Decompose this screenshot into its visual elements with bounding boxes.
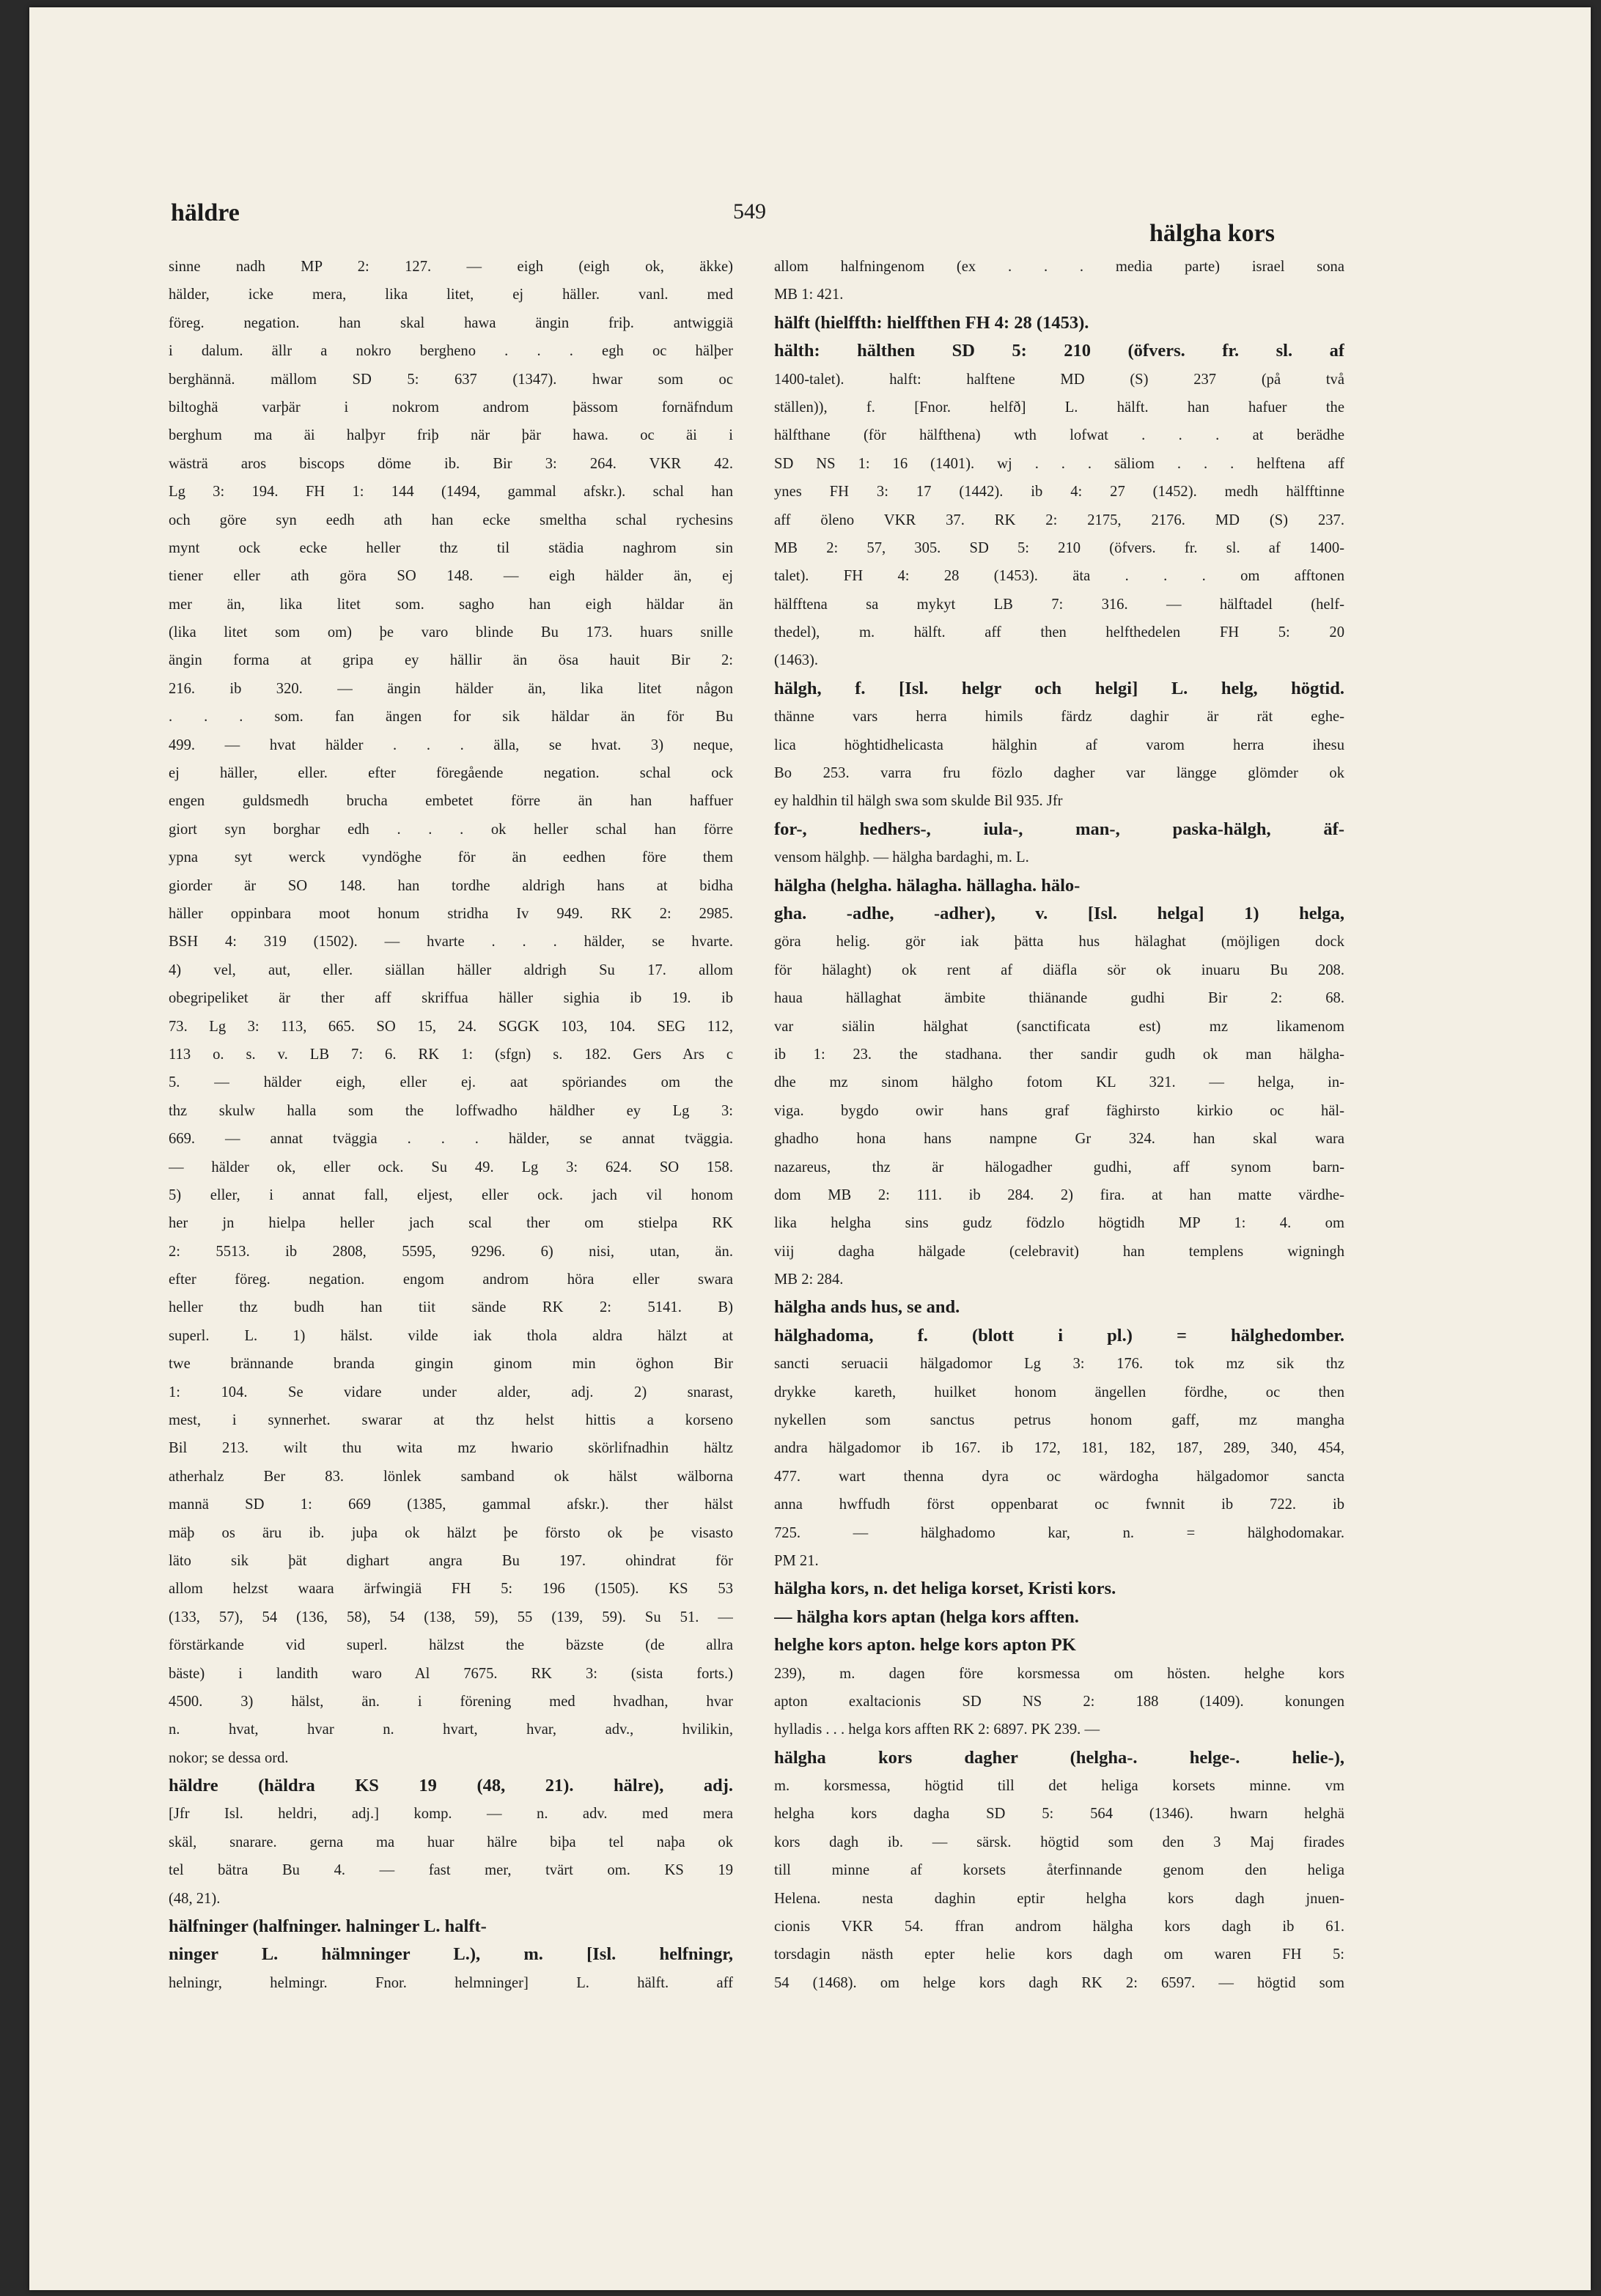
right-column	[774, 253, 1344, 1997]
text-line: wästrä aros biscops döme ib. Bir 3: 264. VKR 42.	[169, 455, 733, 472]
text-line: m. korsmessa, högtid till det heliga korsets minne. vm	[774, 1778, 1344, 1795]
text-line: 669. — annat tväggia . . . hälder, se annat tväggia.	[169, 1131, 733, 1148]
text-line: och göre syn eedh ath han ecke smeltha schal rychesins	[169, 512, 733, 528]
text-line: lika helgha sins gudz födzlo högtidh MP 1: 4. om	[774, 1215, 1344, 1232]
text-line: hälft (hielffth: hielffthen FH 4: 28 (1453).	[774, 312, 1089, 333]
text-line: 54 (1468). om helge kors dagh RK 2: 6597. — högtid som	[774, 1974, 1344, 1991]
text-line: helningr, helmingr. Fnor. helmninger] L. hälft. aff	[169, 1974, 733, 1991]
text-line: häller oppinbara moot honum stridha Iv 949. RK 2: 2985.	[169, 905, 733, 922]
text-line: helghe kors apton. helge kors apton PK	[774, 1635, 1076, 1655]
text-line: mäþ os äru ib. juþa ok hälzt þe försto ok þe visasto	[169, 1524, 733, 1541]
text-line: för hälaght) ok rent af diäfla sör ok inuaru Bu 208.	[774, 961, 1344, 978]
text-line: hälgh, f. [Isl. helgr och helgi] L. helg, högtid.	[774, 678, 1344, 698]
text-line: Bo 253. varra fru fözlo dagher var längge glömder ok	[774, 765, 1344, 782]
page-number: 549	[733, 199, 766, 224]
text-line: 2: 5513. ib 2808, 5595, 9296. 6) nisi, utan, än.	[169, 1243, 733, 1260]
text-line: (lika litet som om) þe varo blinde Bu 173. huars snille	[169, 624, 733, 641]
text-line: viij dagha hälgade (celebravit) han templens wigningh	[774, 1243, 1344, 1260]
text-line: andra hälgadomor ib 167. ib 172, 181, 182, 187, 289, 340, 454,	[774, 1440, 1344, 1457]
text-line: nazareus, thz är hälogadher gudhi, aff synom barn-	[774, 1159, 1344, 1175]
text-line: her jn hielpa heller jach scal ther om stielpa RK	[169, 1215, 733, 1232]
text-line: ghadho hona hans nampne Gr 324. han skal wara	[774, 1131, 1344, 1148]
text-line: ängin forma at gripa ey hällir än ösa hauit Bir 2:	[169, 652, 733, 669]
text-line: berghum ma äi halþyr friþ när þär hawa. oc äi i	[169, 427, 733, 444]
text-line: . . . som. fan ängen for sik häldar än för Bu	[169, 709, 733, 726]
text-line: kors dagh ib. — särsk. högtid som den 3 Maj firades	[774, 1834, 1344, 1850]
text-line: aff öleno VKR 37. RK 2: 2175, 2176. MD (S) 237.	[774, 512, 1344, 528]
text-line: nokor; se dessa ord.	[169, 1749, 289, 1766]
text-line: mest, i synnerhet. swarar at thz helst hittis a korseno	[169, 1412, 733, 1429]
text-line: tiener eller ath göra SO 148. — eigh hälder än, ej	[169, 568, 733, 585]
text-line: ib 1: 23. the stadhana. ther sandir gudh ok man hälgha-	[774, 1046, 1344, 1063]
text-line: MB 1: 421.	[774, 287, 844, 303]
text-line: MB 2: 57, 305. SD 5: 210 (öfvers. fr. sl. af 1400-	[774, 539, 1344, 556]
text-line: allom helzst waara ärfwingiä FH 5: 196 (1505). KS 53	[169, 1581, 733, 1598]
text-line: var siälin hälghat (sanctificata est) mz likamenom	[774, 1018, 1344, 1035]
text-line: hälfthane (för hälfthena) wth lofwat . . . at berädhe	[774, 427, 1344, 444]
text-line: ställen)), f. [Fnor. helfð] L. hälft. han hafuer the	[774, 399, 1344, 416]
text-line: — hälder ok, eller ock. Su 49. Lg 3: 624. SO 158.	[169, 1159, 733, 1175]
text-line: talet). FH 4: 28 (1453). äta . . . om afftonen	[774, 568, 1344, 585]
text-line: [Jfr Isl. heldri, adj.] komp. — n. adv. med mera	[169, 1806, 733, 1823]
text-line: efter föreg. negation. engom androm höra eller swara	[169, 1271, 733, 1288]
text-line: — hälgha kors aptan (helga kors afften.	[774, 1606, 1079, 1627]
text-line: Bil 213. wilt thu wita mz hwario skörlifnadhin hältz	[169, 1440, 733, 1457]
text-line: (1463).	[774, 652, 819, 669]
text-line: 1400-talet). halft: halftene MD (S) 237 (på två	[774, 371, 1344, 388]
text-line: sancti seruacii hälgadomor Lg 3: 176. tok mz sik thz	[774, 1356, 1344, 1373]
text-line: ninger L. hälmninger L.), m. [Isl. helfningr,	[169, 1944, 733, 1965]
text-line: 1: 104. Se vidare under alder, adj. 2) snarast,	[169, 1384, 733, 1400]
running-head-left: häldre	[171, 199, 240, 226]
text-line: viga. bygdo owir hans graf fäghirsto kirkio oc häl-	[774, 1102, 1344, 1119]
text-line: nykellen som sanctus petrus honom gaff, mz mangha	[774, 1412, 1344, 1429]
text-line: 5. — hälder eigh, eller ej. aat spöriandes om the	[169, 1074, 733, 1091]
text-line: skäl, snarare. gerna ma huar hälre biþa tel naþa ok	[169, 1834, 733, 1850]
dictionary-page	[29, 7, 1591, 2290]
text-line: hälder, icke mera, lika litet, ej häller. vanl. med	[169, 287, 733, 303]
text-line: i dalum. ällr a nokro bergheno . . . egh oc hälþer	[169, 343, 733, 360]
text-line: anna hwffudh först oppenbarat oc fwnnit ib 722. ib	[774, 1496, 1344, 1513]
text-line: thedel), m. hälft. aff then helfthedelen FH 5: 20	[774, 624, 1344, 641]
text-line: 477. wart thenna dyra oc wärdogha hälgadomor sancta	[774, 1468, 1344, 1485]
text-line: tel bätra Bu 4. — fast mer, tvärt om. KS 19	[169, 1862, 733, 1879]
text-line: 4) vel, aut, eller. siällan häller aldrigh Su 17. allom	[169, 961, 733, 978]
text-line: allom halfningenom (ex . . . media parte) israel sona	[774, 259, 1344, 275]
text-line: berghännä. mällom SD 5: 637 (1347). hwar som oc	[169, 371, 733, 388]
text-line: thz skulw halla som the loffwadho häldher ey Lg 3:	[169, 1102, 733, 1119]
text-line: 73. Lg 3: 113, 665. SO 15, 24. SGGK 103, 104. SEG 112,	[169, 1018, 733, 1035]
text-line: torsdagin nästh epter helie kors dagh om waren FH 5:	[774, 1946, 1344, 1963]
text-line: 725. — hälghadomo kar, n. = hälghodomakar.	[774, 1524, 1344, 1541]
text-line: läto sik þät dighart angra Bu 197. ohindrat för	[169, 1552, 733, 1569]
text-line: haua hällaghat ämbite thiänande gudhi Bir 2: 68.	[774, 990, 1344, 1007]
text-line: (48, 21).	[169, 1890, 221, 1907]
text-line: (133, 57), 54 (136, 58), 54 (138, 59), 55 (139, 59). Su 51. —	[169, 1609, 733, 1625]
text-line: drykke kareth, huilket honom ängellen fördhe, oc then	[774, 1384, 1344, 1400]
text-line: ypna syt werck vyndöghe för än eedhen före them	[169, 849, 733, 866]
text-line: mannä SD 1: 669 (1385, gammal afskr.). ther hälst	[169, 1496, 733, 1513]
text-line: giorder är SO 148. han tordhe aldrigh hans at bidha	[169, 877, 733, 894]
text-line: twe brännande branda gingin ginom min öghon Bir	[169, 1356, 733, 1373]
text-line: hälgha kors, n. det heliga korset, Kristi kors.	[774, 1579, 1116, 1599]
text-line: biltoghä varþär i nokrom androm þässom fornäfndum	[169, 399, 733, 416]
text-line: hälghadoma, f. (blott i pl.) = hälghedomber.	[774, 1325, 1344, 1346]
text-line: Lg 3: 194. FH 1: 144 (1494, gammal afskr.). schal han	[169, 484, 733, 501]
text-line: hylladis . . . helga kors afften RK 2: 6897. PK 239. —	[774, 1721, 1100, 1738]
text-line: n. hvat, hvar n. hvart, hvar, adv., hvilikin,	[169, 1721, 733, 1738]
text-line: dom MB 2: 111. ib 284. 2) fira. at han matte värdhe-	[774, 1186, 1344, 1203]
text-line: apton exaltacionis SD NS 2: 188 (1409). konungen	[774, 1693, 1344, 1710]
text-line: BSH 4: 319 (1502). — hvarte . . . hälder, se hvarte.	[169, 934, 733, 950]
text-line: lica höghtidhelicasta hälghin af varom herra ihesu	[774, 737, 1344, 753]
text-line: mer än, lika litet som. sagho han eigh häldar än	[169, 596, 733, 613]
text-line: atherhalz Ber 83. lönlek samband ok hälst wälborna	[169, 1468, 733, 1485]
text-line: giort syn borghar edh . . . ok heller schal han förre	[169, 821, 733, 838]
text-line: dhe mz sinom hälgho fotom KL 321. — helga, in-	[774, 1074, 1344, 1091]
text-line: SD NS 1: 16 (1401). wj . . . säliom . . . helftena aff	[774, 455, 1344, 472]
text-line: thänne vars herra himils färdz daghir är rät eghe-	[774, 709, 1344, 726]
text-line: gha. -adhe, -adher), v. [Isl. helga] 1) helga,	[774, 903, 1344, 923]
text-line: ej häller, eller. efter föregående negation. schal ock	[169, 765, 733, 782]
text-line: ey haldhin til hälgh swa som skulde Bil 935. Jfr	[774, 793, 1063, 810]
text-line: häldre (häldra KS 19 (48, 21). hälre), adj.	[169, 1776, 733, 1796]
text-line: hälth: hälthen SD 5: 210 (öfvers. fr. sl. af	[774, 341, 1344, 361]
text-line: mynt ock ecke heller thz til städia naghrom sin	[169, 539, 733, 556]
text-line: Helena. nesta daghin eptir helgha kors dagh jnuen-	[774, 1890, 1344, 1907]
text-line: 499. — hvat hälder . . . älla, se hvat. 3) neque,	[169, 737, 733, 753]
text-line: hälgha ands hus, se and.	[774, 1297, 960, 1318]
text-line: göra helig. gör iak þätta hus hälaghat (möjligen dock	[774, 934, 1344, 950]
text-line: 113 o. s. v. LB 7: 6. RK 1: (sfgn) s. 182. Gers Ars c	[169, 1046, 733, 1063]
text-line: hälfftena sa mykyt LB 7: 316. — hälftadel (helf-	[774, 596, 1344, 613]
text-line: hälgha kors dagher (helgha-. helge-. helie-),	[774, 1747, 1344, 1768]
text-line: superl. L. 1) hälst. vilde iak thola aldra hälzt at	[169, 1327, 733, 1344]
left-column	[169, 253, 733, 1997]
text-line: 239), m. dagen före korsmessa om hösten. helghe kors	[774, 1665, 1344, 1682]
text-line: obegripeliket är ther aff skriffua häller sighia ib 19. ib	[169, 990, 733, 1007]
text-line: ynes FH 3: 17 (1442). ib 4: 27 (1452). medh hälfftinne	[774, 484, 1344, 501]
text-line: till minne af korsets återfinnande genom den heliga	[774, 1862, 1344, 1879]
text-line: hälgha (helgha. hälagha. hällagha. hälo-	[774, 875, 1081, 896]
text-line: heller thz budh han tiit sände RK 2: 5141. B)	[169, 1299, 733, 1316]
text-line: vensom hälghþ. — hälgha bardaghi, m. L.	[774, 849, 1029, 866]
text-line: PM 21.	[774, 1552, 819, 1569]
text-line: 216. ib 320. — ängin hälder än, lika litet någon	[169, 680, 733, 697]
text-line: föreg. negation. han skal hawa ängin friþ. antwiggiä	[169, 314, 733, 331]
text-line: hälfninger (halfninger. halninger L. halft-	[169, 1916, 487, 1937]
text-line: engen guldsmedh brucha embetet förre än han haffuer	[169, 793, 733, 810]
running-head-right: hälgha kors	[1149, 220, 1275, 247]
text-line: förstärkande vid superl. hälzst the bäzste (de allra	[169, 1637, 733, 1654]
text-line: sinne nadh MP 2: 127. — eigh (eigh ok, äkke)	[169, 259, 733, 275]
text-line: 4500. 3) hälst, än. i förening med hvadhan, hvar	[169, 1693, 733, 1710]
text-line: 5) eller, i annat fall, eljest, eller ock. jach vil honom	[169, 1186, 733, 1203]
text-line: MB 2: 284.	[774, 1271, 844, 1288]
text-line: helgha kors dagha SD 5: 564 (1346). hwarn helghä	[774, 1806, 1344, 1823]
text-line: for-, hedhers-, iula-, man-, paska-hälgh, äf-	[774, 819, 1344, 839]
text-line: bäste) i landith waro Al 7675. RK 3: (sista forts.)	[169, 1665, 733, 1682]
text-line: cionis VKR 54. ffran androm hälgha kors dagh ib 61.	[774, 1919, 1344, 1935]
